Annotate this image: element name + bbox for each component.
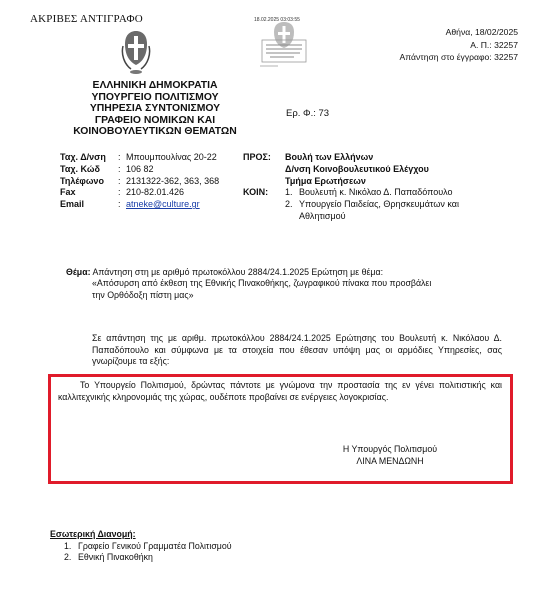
cc-text: Βουλευτή κ. Νικόλαο Δ. Παπαδόπουλο (299, 187, 453, 198)
distribution-number: 1. (64, 540, 72, 551)
document-date: Αθήνα, 18/02/2025 (445, 27, 518, 37)
cc-row (243, 187, 515, 222)
subject-label: Θέμα: (66, 267, 91, 277)
contact-separator: : (118, 187, 121, 198)
distribution-text: Γραφείο Γενικού Γραμματέα Πολιτισμού (78, 540, 232, 551)
cc-number: 1. (285, 187, 293, 198)
protocol-number: Α. Π.: 32257 (470, 39, 518, 50)
contact-row (60, 199, 219, 211)
contact-block (60, 152, 219, 211)
contact-label: Τηλέφωνο (60, 175, 104, 186)
contact-value: 2131322-362, 363, 368 (126, 175, 220, 186)
body-paragraph-intro: Σε απάντηση της με αριθμ. πρωτοκόλλου 2884/24.1.2025 Ερώτησης του Βουλευτή κ. Νικόλαου Δ. Παπαδόπουλο και σύμφωνα με τα στοιχεία που έθεσαν υπόψη μας οι αρμόδιες Υπηρεσίες, σας γνωρίζουμε τα εξής: (92, 333, 502, 367)
contact-row (60, 187, 219, 199)
signature-title: Η Υπουργός Πολιτισμού (342, 444, 438, 454)
contact-row (60, 164, 219, 176)
contact-separator: : (118, 152, 121, 162)
to-line: Τμήμα Ερωτήσεων (285, 175, 366, 186)
contact-separator: : (118, 175, 121, 186)
body-paragraph-main: Το Υπουργείο Πολιτισμού, δρώντας πάντοτε με γνώμονα την προστασία της εν γένει πολιτιστικής και καλλιτεχνικής κληρονομιάς της χώρας, ουδέποτε προβαίνει σε ενέργειες λογοκρισίας. (58, 380, 502, 402)
contact-label: Fax (60, 187, 76, 198)
contact-row (60, 152, 219, 164)
subject-line (66, 267, 496, 278)
contact-label: Ταχ. Δ/νση (60, 152, 106, 162)
contact-label: Ταχ. Κώδ (60, 163, 100, 174)
subject-block (66, 267, 496, 301)
ministry-line: ΥΠΗΡΕΣΙΑ ΣΥΝΤΟΝΙΣΜΟΥ (89, 103, 221, 115)
cc-item (285, 199, 515, 223)
to-label: ΠΡΟΣ: (243, 152, 271, 162)
recipients-block (243, 152, 515, 223)
signature-block (325, 443, 455, 467)
subject-line: «Απόσυρση από έκθεση της Εθνικής Πινακοθήκης, ζωγραφικού πίνακα που προσβάλει (92, 278, 432, 289)
cc-values (285, 187, 515, 222)
to-line: Βουλή των Ελλήνων (285, 152, 374, 162)
cc-number: 2. (285, 199, 293, 210)
contact-value: 210-82.01.426 (126, 187, 185, 198)
ministry-line: ΚΟΙΝΟΒΟΥΛΕΥΤΙΚΩΝ ΘΕΜΑΤΩΝ (73, 126, 237, 138)
ministry-heading (70, 80, 240, 138)
to-line: Δ/νση Κοινοβουλευτικού Ελέγχου (285, 163, 429, 174)
to-values (285, 152, 515, 187)
ministry-line: ΓΡΑΦΕΙΟ ΝΟΜΙΚΩΝ ΚΑΙ (94, 114, 216, 126)
internal-distribution (50, 529, 232, 564)
subject-text: Απάντηση στη με αριθμό πρωτοκόλλου 2884/24.1.2025 Ερώτηση με θέμα: (92, 267, 384, 277)
ministry-line: ΕΛΛΗΝΙΚΗ ΔΗΜΟΚΡΑΤΙΑ (92, 80, 218, 91)
distribution-text: Εθνική Πινακοθήκη (78, 552, 153, 563)
cc-text: Υπουργείο Παιδείας, Θρησκευμάτων και Αθλητισμού (299, 199, 459, 221)
exact-copy-mark: ΑΚΡΙΒΕΣ ΑΝΤΙΓΡΑΦΟ (30, 13, 143, 25)
subject-line: την Ορθόδοξη πίστη μας» (92, 289, 194, 300)
prot-line: Ερ. Φ.: 73 (286, 108, 330, 119)
document-date-block (400, 26, 519, 64)
contact-separator: : (118, 163, 121, 174)
email-link[interactable]: atneke@culture.gr (126, 199, 200, 210)
contact-value: 106 82 (126, 163, 154, 174)
to-row (243, 152, 515, 187)
distribution-item (50, 552, 232, 564)
stamp-date: 18.02.2025 03:03:55 (254, 17, 300, 23)
ministry-line: ΥΠΟΥΡΓΕΙΟ ΠΟΛΙΤΙΣΜΟΥ (91, 91, 219, 103)
contact-separator: : (118, 199, 121, 210)
contact-row (60, 176, 219, 188)
reply-reference: Απάντηση στο έγγραφο: 32257 (399, 52, 518, 63)
cc-item (285, 187, 515, 199)
cc-label: ΚΟΙΝ: (243, 187, 269, 198)
distribution-number: 2. (64, 552, 72, 563)
distribution-item (50, 541, 232, 553)
distribution-heading: Εσωτερική Διανομή: (50, 529, 136, 539)
greek-emblem-icon (119, 28, 153, 76)
contact-label: Email (60, 199, 85, 210)
contact-value: Μπουμπουλίνας 20-22 (126, 152, 217, 162)
signature-name: ΛΙΝΑ ΜΕΝΔΩΝΗ (356, 456, 424, 466)
